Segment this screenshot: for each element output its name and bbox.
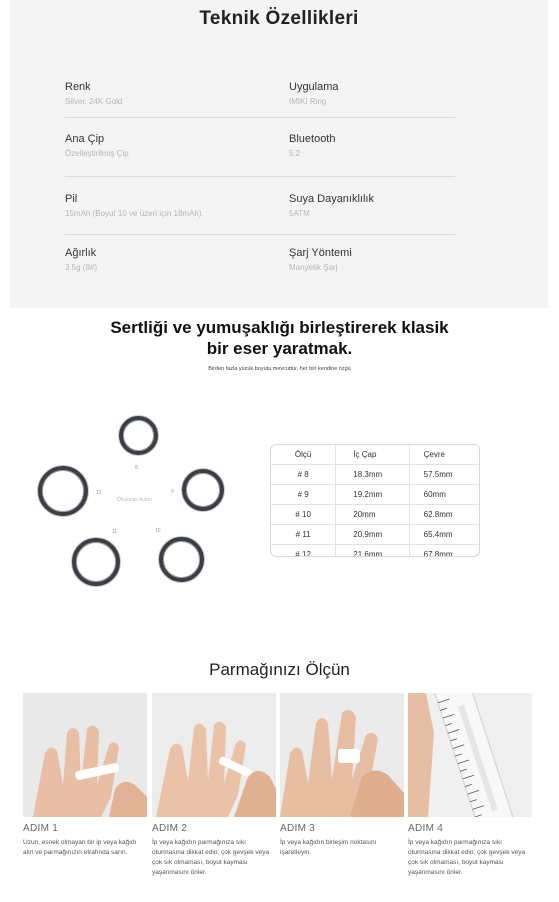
hero-title [0,317,559,359]
ring-size-8 [119,416,158,455]
table-cell: 20.9mm [336,525,409,544]
table-cell: 57.5mm [423,470,453,479]
spec-label: Suya Dayanıklılık [289,193,374,205]
specs-section [10,0,548,308]
hero-title-line1: Sertliği ve yumuşaklığı birleştirerek klasik [110,318,449,337]
table-cell: # 11 [271,525,336,544]
spec-label: Pil [65,193,78,205]
spec-app [289,81,454,106]
spec-value: 5.2 [289,149,301,158]
spec-value: IMIKI Ring [289,97,327,106]
spec-label: Bluetooth [289,133,336,145]
step-1-image [23,693,147,817]
ring-size-12 [38,466,88,516]
spec-label: Renk [65,81,91,93]
table-header-row [271,445,479,465]
spec-battery [65,193,265,218]
spec-water [289,193,454,218]
spec-divider [65,234,455,235]
table-cell: 62.8mm [423,510,453,519]
step-title: ADIM 1 [23,823,59,834]
ring-size-label: 11 [112,529,118,535]
step-text: İp veya kağıdın parmağınıza sıkı oturmasına dikkat edin; çok gevşek veya çok sık olmaması, boyut kayması yaşanmasını önler. [152,839,270,876]
table-cell: 19.2mm [336,485,409,504]
spec-divider [65,176,455,177]
table-cell: 20mm [336,505,409,524]
step-2 [152,693,276,878]
table-row [271,485,479,505]
table-row [271,525,479,545]
hero-title-line2: bir eser yaratmak. [206,339,353,358]
step-3-image [280,693,404,817]
table-cell: 18.3mm [336,465,409,484]
table-cell: # 10 [271,505,336,524]
spec-weight [65,247,230,272]
spec-bluetooth [289,133,454,158]
ring-size-label: 8 [135,465,138,471]
table-row [271,505,479,525]
step-3 [280,693,404,858]
table-cell: 21.6mm [336,545,409,557]
table-header-cell: İç Çap [336,445,409,464]
table-cell: # 12 [271,545,336,557]
spec-value: 5ATM [289,209,310,218]
ring-size-11 [72,538,120,586]
table-header-cell: Ölçü [271,445,336,464]
measure-title: Parmağınızı Ölçün [209,660,350,679]
table-row [271,465,479,485]
step-title: ADIM 3 [280,823,316,834]
spec-chip [65,133,230,158]
table-cell: # 8 [271,465,336,484]
ring-size-label: 10 [155,528,161,534]
hero-subtitle: Birden fazla yüzük boyutu mevcuttur, her biri kendine özgü [208,366,351,372]
ring-size-label: 12 [96,490,102,496]
specs-title: Teknik Özellikleri [199,8,359,29]
spec-value: 15mAh (Boyut 10 ve üzeri için 18mAh). [65,209,204,218]
spec-value: Özelleştirilmiş Çip [65,149,129,158]
step-4-image [408,693,532,817]
table-cell: 60mm [423,490,446,499]
spec-label: Uygulama [289,81,339,93]
table-cell: # 9 [271,485,336,504]
spec-color [65,81,230,106]
step-text: İp veya kağıdın parmağınıza sıkı oturmasına dikkat edin; çok gevşek veya çok sık olmaması, boyut kayması yaşanmasını önler. [408,839,526,876]
step-2-image [152,693,276,817]
table-cell: 65.4mm [423,530,453,539]
step-text: Uzun, esnek olmayan bir ip veya kağıdı alın ve parmağınızın etrafında sarın. [23,839,137,856]
spec-value: Silver, 24K Gold [65,97,123,106]
spec-label: Ana Çip [65,133,105,145]
ring-size-label: 9 [171,489,174,495]
table-cell: 67.8mm [423,550,453,557]
table-row [271,545,479,557]
step-title: ADIM 2 [152,823,188,834]
ring-sizes-illustration [30,405,260,595]
spec-label: Ağırlık [65,247,97,259]
spec-charging [289,247,454,272]
ring-center-label: Ölçünüzü bulun [117,497,152,503]
table-header-cell: Çevre [423,450,445,459]
step-text: İp veya kağıdın birleşim noktasını işaretleyin. [280,839,377,856]
step-1 [23,693,147,858]
spec-label: Şarj Yöntemi [289,247,352,259]
ring-size-9 [182,469,224,511]
spec-value: Manyetik Şarj [289,263,338,272]
ring-size-10 [159,537,204,582]
step-4 [408,693,536,878]
step-title: ADIM 4 [408,823,444,834]
spec-value: 3.5g (8#) [65,263,98,272]
size-table [270,444,480,557]
spec-divider [65,117,455,118]
